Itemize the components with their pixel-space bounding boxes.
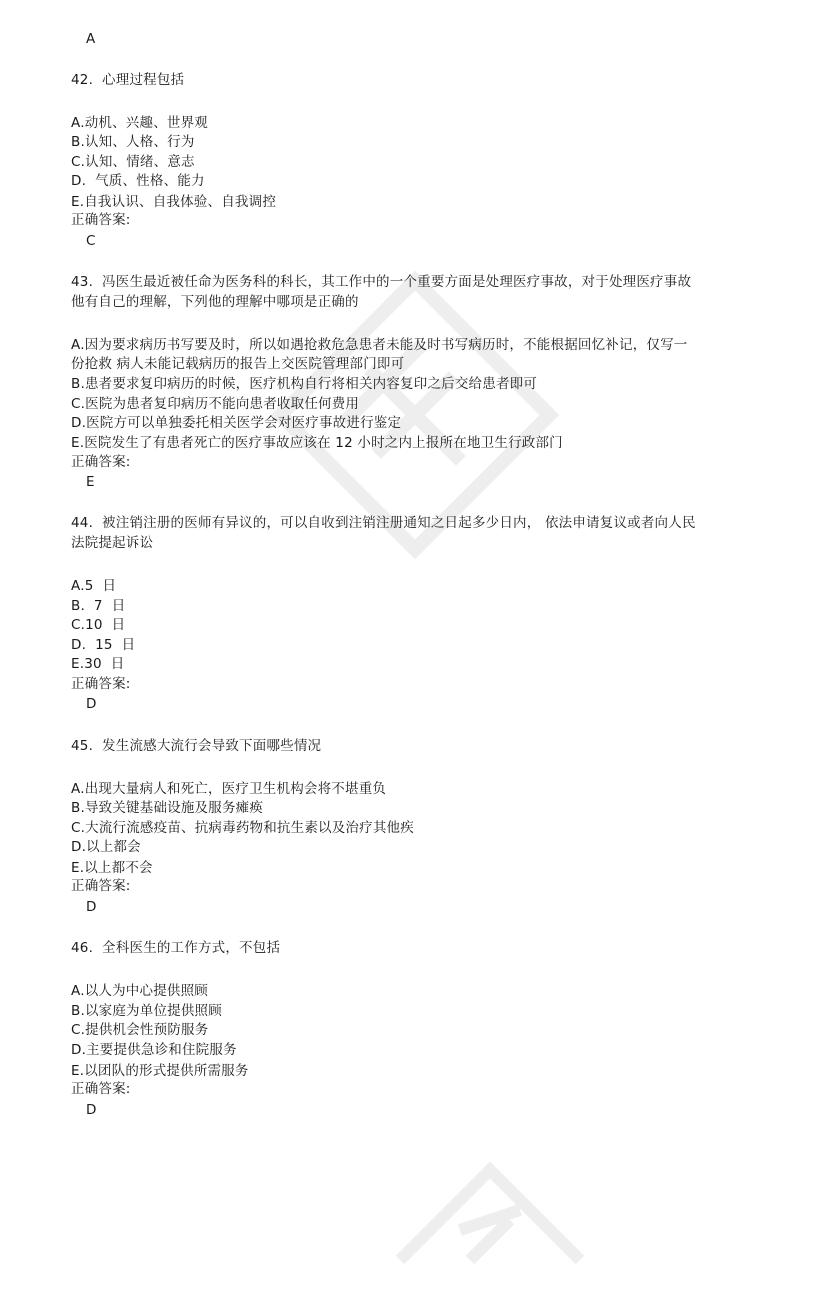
option-b: B. 7 日 [71, 598, 126, 614]
option-d: D. 气质、性格、能力 [71, 173, 205, 189]
correct-answer: D [86, 696, 97, 712]
option-c: C.10 日 [71, 617, 126, 633]
question-stem: 45. 发生流感大流行会导致下面哪些情况 [71, 738, 322, 754]
answer-label: 正确答案: [71, 212, 131, 228]
option-b: B.患者要求复印病历的时候，医疗机构自行将相关内容复印之后交给患者即可 [71, 376, 538, 392]
answer-label: 正确答案: [71, 1081, 131, 1097]
option-a: A.以人为中心提供照顾 [71, 983, 208, 999]
option-e: E.以团队的形式提供所需服务 [71, 1063, 249, 1079]
option-c: C.提供机会性预防服务 [71, 1022, 209, 1038]
option-d: D. 15 日 [71, 637, 136, 653]
option-a: A.出现大量病人和死亡，医疗卫生机构会将不堪重负 [71, 781, 387, 797]
option-b: B.以家庭为单位提供照顾 [71, 1003, 222, 1019]
option-a: A.因为要求病历书写要及时，所以如遇抢救危急患者未能及时书写病历时，不能根据回忆补记，仅写一 [71, 337, 688, 353]
option-d: D.以上都会 [71, 839, 141, 855]
option-d: D.医院方可以单独委托相关医学会对医疗事故进行鉴定 [71, 415, 402, 431]
correct-answer: C [86, 233, 96, 249]
question-stem: 44. 被注销注册的医师有异议的，可以自收到注销注册通知之日起多少日内， 依法申请复议或者向人民 [71, 515, 696, 531]
question-stem-continued: 法院提起诉讼 [71, 535, 154, 551]
option-a-continued: 份抢救 病人未能记载病历的报告上交医院管理部门即可 [71, 356, 405, 372]
option-b: B.认知、人格、行为 [71, 134, 195, 150]
question-stem-continued: 他有自己的理解，下列他的理解中哪项是正确的 [71, 294, 359, 310]
correct-answer: D [86, 1102, 97, 1118]
answer-label: 正确答案: [71, 454, 131, 470]
previous-answer: A [86, 31, 96, 47]
option-e: E.以上都不会 [71, 860, 153, 876]
option-b: B.导致关键基础设施及服务瘫痪 [71, 800, 264, 816]
option-e: E.自我认识、自我体验、自我调控 [71, 194, 277, 210]
option-a: A.动机、兴趣、世界观 [71, 115, 208, 131]
correct-answer: E [86, 474, 95, 490]
option-c: C.大流行流感疫苗、抗病毒药物和抗生素以及治疗其他疾 [71, 820, 414, 836]
option-a: A.5 日 [71, 578, 117, 594]
option-e: E.医院发生了有患者死亡的医疗事故应该在 12 小时之内上报所在地卫生行政部门 [71, 435, 563, 451]
option-c: C.医院为患者复印病历不能向患者收取任何费用 [71, 396, 360, 412]
option-e: E.30 日 [71, 656, 125, 672]
answer-label: 正确答案: [71, 676, 131, 692]
answer-label: 正确答案: [71, 878, 131, 894]
question-stem: 46. 全科医生的工作方式，不包括 [71, 940, 281, 956]
watermark-stamp-icon [390, 1100, 590, 1300]
option-d: D.主要提供急诊和住院服务 [71, 1042, 237, 1058]
correct-answer: D [86, 899, 97, 915]
option-c: C.认知、情绪、意志 [71, 154, 195, 170]
question-stem: 43. 冯医生最近被任命为医务科的科长，其工作中的一个重要方面是处理医疗事故，对于处理医疗事故 [71, 274, 692, 290]
question-stem: 42. 心理过程包括 [71, 72, 185, 88]
